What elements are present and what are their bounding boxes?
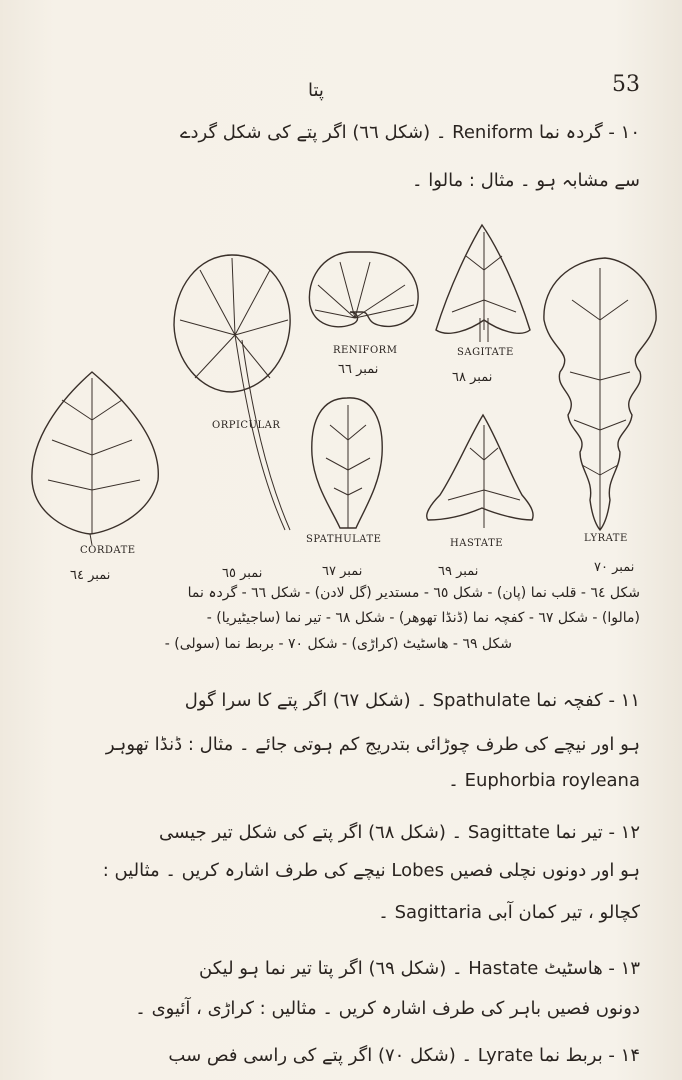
orbicular-leaf-drawing: [174, 255, 290, 530]
running-header: پتا: [308, 80, 324, 101]
page-number: 53: [612, 72, 640, 97]
s14-line1: ۱۴ - بربط نما Lyrate ۔ (شکل ٧٠) اگر پتے کی راسی فص سب: [168, 1045, 640, 1066]
s10-line2: سے مشابہ ہو ۔ مثال : مالوا ۔: [412, 170, 640, 191]
s12-line2: ہو اور دونوں نچلی فصیں Lobes نیچے کی طرف اشارہ کریں ۔ مثالیں :: [102, 860, 640, 881]
number-65: نمبر ٦٥: [222, 566, 263, 581]
s12-line3: کچالو ، تیر کمان آبی Sagittaria ۔: [378, 902, 640, 923]
number-67: نمبر ٦٧: [322, 564, 363, 579]
label-cordate: CORDATE: [80, 545, 136, 556]
label-reniform: RENIFORM: [333, 345, 398, 356]
label-sagitate: SAGITATE: [457, 347, 514, 358]
label-orbicular: ORPICULAR: [212, 420, 281, 431]
lyrate-leaf-drawing: [544, 258, 656, 530]
s11-line3: Euphorbia royleana ۔: [448, 770, 640, 791]
number-64: نمبر ٦٤: [70, 568, 111, 583]
s11-line2: ہو اور نیچے کی طرف چوڑائی بتدریج کم ہوتی جائے ۔ مثال : ڈنڈا تھوہر: [105, 734, 640, 755]
s13-line2: دونوں فصیں باہر کی طرف اشارہ کریں ۔ مثالیں : کراڑی ، آئیوی ۔: [135, 998, 640, 1019]
reniform-leaf-drawing: [309, 252, 418, 327]
number-70: نمبر ٧٠: [594, 560, 635, 575]
caption-line3: شکل ٦٩ - ھاسٹیٹ (کراڑی) - شکل ٧٠ - بربط نما (سولی) -: [164, 636, 512, 652]
s10-line1: ۱۰ - گردہ نما Reniform ۔ (شکل ٦٦) اگر پتے کی شکل گردے: [179, 122, 640, 143]
caption-line1: شکل ٦٤ - قلب نما (پان) - شکل ٦٥ - مستدیر (گل لادن) - شکل ٦٦ - گردہ نما: [187, 585, 640, 601]
sagitate-leaf-drawing: [436, 225, 530, 342]
number-68: نمبر ٦٨: [452, 370, 493, 385]
caption-line2: (مالوا) - شکل ٦٧ - کفچہ نما (ڈنڈا تھوھر) - شکل ٦٨ - تیر نما (ساجیٹیریا) -: [206, 610, 640, 626]
s13-line1: ۱۳ - ھاسٹیٹ Hastate ۔ (شکل ٦٩) اگر پتا تیر نما ہو لیکن: [199, 958, 640, 979]
number-66: نمبر ٦٦: [338, 362, 379, 377]
label-lyrate: LYRATE: [584, 533, 628, 544]
hastate-leaf-drawing: [427, 415, 533, 528]
s12-line1: ۱۲ - تیر نما Sagittate ۔ (شکل ٦٨) اگر پتے کی شکل تیر جیسی: [159, 822, 640, 843]
number-69: نمبر ٦٩: [438, 564, 479, 579]
label-hastate: HASTATE: [450, 538, 504, 549]
cordate-leaf-drawing: [32, 372, 158, 545]
spathulate-leaf-drawing: [312, 398, 382, 528]
s11-line1: ۱۱ - کفچہ نما Spathulate ۔ (شکل ٦٧) اگر پتے کا سرا گول: [184, 690, 640, 711]
label-spathulate: SPATHULATE: [306, 534, 382, 545]
